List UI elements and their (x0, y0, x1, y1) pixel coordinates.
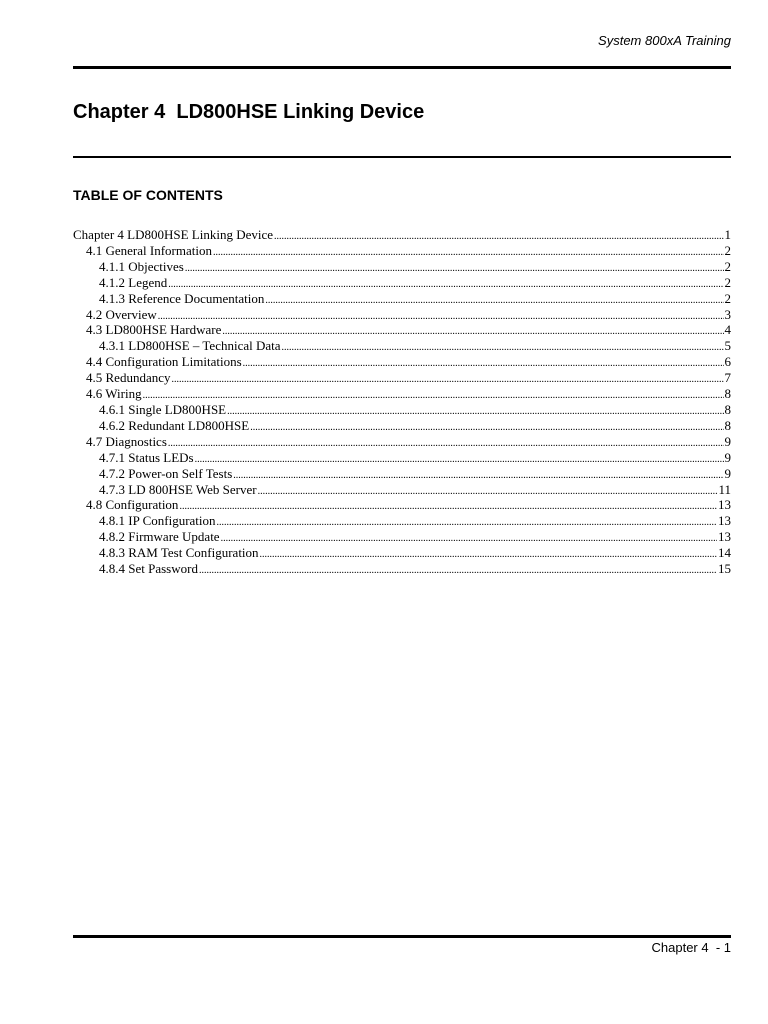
toc-dot-leader (222, 325, 723, 339)
toc-entry-page: 5 (724, 338, 731, 354)
toc-dot-leader (185, 262, 724, 276)
toc-entry-page: 14 (718, 545, 731, 561)
toc-entry-label: 4.7.3 LD 800HSE Web Server (99, 481, 257, 497)
toc-entry-label: 4.1.1 Objectives (99, 258, 184, 274)
toc-entry[interactable] (73, 514, 731, 530)
toc-entry-page: 13 (718, 497, 731, 513)
toc-entry-page: 8 (724, 417, 731, 433)
toc-dot-leader (258, 485, 718, 499)
toc-entry[interactable] (73, 562, 731, 578)
table-of-contents (73, 228, 731, 578)
toc-entry[interactable] (73, 483, 731, 499)
toc-dot-leader (274, 230, 723, 244)
toc-dot-leader (213, 246, 724, 260)
toc-entry-page: 2 (724, 258, 731, 274)
toc-dot-leader (282, 341, 724, 355)
toc-entry-label: 4.1 General Information (86, 242, 212, 258)
toc-entry-page: 13 (718, 513, 731, 529)
toc-entry[interactable] (73, 228, 731, 244)
toc-entry[interactable] (73, 419, 731, 435)
toc-entry-label: 4.8.2 Firmware Update (99, 529, 220, 545)
toc-entry-label: 4.6 Wiring (86, 386, 142, 402)
toc-dot-leader (243, 357, 724, 371)
toc-entry-label: 4.7.1 Status LEDs (99, 449, 194, 465)
toc-dot-leader (250, 421, 723, 435)
toc-entry-label: 4.8.1 IP Configuration (99, 513, 216, 529)
toc-entry[interactable] (73, 467, 731, 483)
toc-entry-page: 9 (724, 449, 731, 465)
toc-entry[interactable] (73, 339, 731, 355)
toc-entry-page: 13 (718, 529, 731, 545)
toc-entry-label: 4.2 Overview (86, 306, 157, 322)
toc-dot-leader (217, 516, 717, 530)
toc-entry-page: 1 (724, 227, 731, 242)
toc-dot-leader (179, 500, 717, 514)
toc-dot-leader (171, 373, 723, 387)
page-number: Chapter 4 - 1 (651, 940, 731, 955)
toc-entry[interactable] (73, 498, 731, 514)
toc-dot-leader (158, 310, 724, 324)
toc-entry-page: 2 (724, 290, 731, 306)
toc-entry[interactable] (73, 323, 731, 339)
toc-entry-label: 4.7 Diagnostics (86, 433, 167, 449)
toc-entry[interactable] (73, 371, 731, 387)
toc-entry[interactable] (73, 435, 731, 451)
toc-entry-label: 4.8 Configuration (86, 497, 179, 513)
toc-entry[interactable] (73, 530, 731, 546)
toc-entry[interactable] (73, 276, 731, 292)
toc-entry[interactable] (73, 292, 731, 308)
toc-entry[interactable] (73, 308, 731, 324)
toc-entry-page: 2 (724, 274, 731, 290)
toc-entry-label: 4.4 Configuration Limitations (86, 354, 242, 370)
toc-dot-leader (199, 564, 717, 578)
toc-dot-leader (233, 469, 723, 483)
toc-entry-label: 4.1.2 Legend (99, 274, 168, 290)
toc-entry-page: 8 (724, 386, 731, 402)
toc-entry[interactable] (73, 451, 731, 467)
toc-heading: TABLE OF CONTENTS (73, 187, 223, 203)
toc-entry-page: 3 (724, 306, 731, 322)
toc-entry[interactable] (73, 260, 731, 276)
title-rule (73, 156, 731, 158)
toc-entry-label: 4.8.3 RAM Test Configuration (99, 545, 259, 561)
chapter-title: Chapter 4 LD800HSE Linking Device (73, 101, 425, 123)
toc-dot-leader (221, 532, 717, 546)
toc-dot-leader (143, 389, 724, 403)
toc-dot-leader (260, 548, 717, 562)
running-header: System 800xA Training (598, 33, 731, 48)
toc-dot-leader (227, 405, 723, 419)
toc-entry-label: 4.7.2 Power-on Self Tests (99, 465, 233, 481)
toc-entry-page: 7 (724, 370, 731, 386)
toc-entry-label: 4.8.4 Set Password (99, 561, 198, 577)
toc-entry[interactable] (73, 546, 731, 562)
toc-entry-page: 9 (724, 433, 731, 449)
toc-entry-page: 2 (724, 242, 731, 258)
toc-entry-label: 4.5 Redundancy (86, 370, 171, 386)
toc-entry-page: 9 (724, 465, 731, 481)
toc-dot-leader (168, 437, 724, 451)
toc-entry-label: 4.1.3 Reference Documentation (99, 290, 265, 306)
toc-entry-page: 8 (724, 401, 731, 417)
toc-entry-label: 4.6.1 Single LD800HSE (99, 401, 227, 417)
toc-dot-leader (195, 453, 724, 467)
toc-entry-page: 4 (724, 322, 731, 338)
toc-entry[interactable] (73, 387, 731, 403)
toc-dot-leader (168, 278, 723, 292)
toc-entry-page: 11 (718, 481, 731, 497)
header-rule (73, 66, 731, 69)
toc-dot-leader (265, 294, 723, 308)
toc-entry-label: 4.3 LD800HSE Hardware (86, 322, 222, 338)
toc-entry[interactable] (73, 244, 731, 260)
toc-entry-page: 6 (724, 354, 731, 370)
toc-entry[interactable] (73, 403, 731, 419)
toc-entry-label: 4.3.1 LD800HSE – Technical Data (99, 338, 281, 354)
toc-entry-label: 4.6.2 Redundant LD800HSE (99, 417, 250, 433)
toc-entry-label: Chapter 4 LD800HSE Linking Device (73, 227, 274, 242)
toc-entry[interactable] (73, 355, 731, 371)
footer-rule (73, 935, 731, 938)
toc-entry-page: 15 (718, 561, 731, 577)
